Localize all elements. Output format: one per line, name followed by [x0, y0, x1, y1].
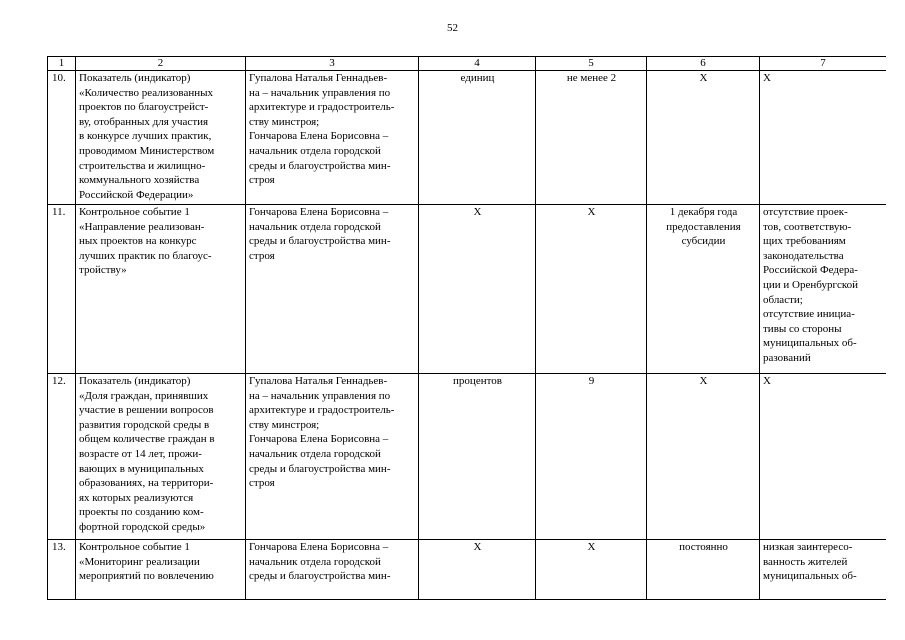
deadline	[647, 540, 760, 600]
risks-line: области;	[763, 293, 803, 306]
indicator-name-line: мероприятий по вовлечению	[79, 570, 214, 583]
risks-line: тов, соответствую-	[763, 220, 852, 233]
deadline-line: Х	[699, 375, 708, 387]
indicator-name-line: строительства и жилищно-	[79, 159, 206, 172]
deadline-line: 1 декабря года	[669, 206, 738, 218]
table-row	[48, 374, 887, 540]
document-table-container	[47, 56, 886, 640]
indicator-name-line: участие в решении вопросов	[79, 404, 214, 417]
target-value: 9	[536, 374, 647, 540]
risks-line: отсутствие проек-	[763, 206, 848, 218]
responsible-person-line: начальник отдела городской	[249, 447, 381, 460]
risks-line: муниципальных об-	[763, 570, 857, 583]
responsible-person	[246, 540, 419, 600]
responsible-person-line: среды и благоустройства мин-	[249, 570, 391, 583]
indicator-name-line: Контрольное событие 1	[79, 541, 190, 553]
responsible-person-line: на – начальник управления по	[249, 389, 391, 402]
deadline-line: субсидии	[681, 235, 726, 248]
indicator-name-line: развития городской среды в	[79, 418, 210, 431]
responsible-person-line: начальник отдела городской	[249, 555, 381, 568]
target-value: не менее 2	[536, 71, 647, 205]
column-number: 7	[760, 57, 887, 71]
indicator-name-line: общем количестве граждан в	[79, 433, 215, 446]
indicator-name-line: вающих в муниципальных	[79, 462, 204, 475]
indicator-name-line: ву, отобранных для участия	[79, 115, 209, 128]
responsible-person	[246, 205, 419, 374]
indicator-name-line: Контрольное событие 1	[79, 206, 190, 218]
risks-line: Х	[763, 72, 771, 84]
responsible-person-line: строя	[249, 174, 275, 187]
indicator-name-line: в конкурсе лучших практик,	[79, 130, 212, 143]
risks-line: муниципальных об-	[763, 337, 857, 350]
indicator-name-line: лучших практик по благоус-	[79, 249, 212, 262]
risks-line: Х	[763, 375, 771, 387]
responsible-person-line: среды и благоустройства мин-	[249, 235, 391, 248]
indicator-name	[76, 374, 246, 540]
column-number: 4	[419, 57, 536, 71]
responsible-person-line: архитектуре и градостроитель-	[249, 101, 395, 114]
indicator-name-line: ях которых реализуются	[79, 491, 194, 504]
risks-line: тивы со стороны	[763, 322, 842, 335]
indicator-name-line: Показатель (индикатор)	[79, 72, 191, 84]
responsible-person-line: Гончарова Елена Борисовна –	[249, 130, 389, 143]
row-number: 12.	[48, 374, 76, 540]
indicator-name-line: Показатель (индикатор)	[79, 375, 191, 387]
risks-line: ванность жителей	[763, 555, 848, 568]
column-number: 5	[536, 57, 647, 71]
target-value: Х	[536, 205, 647, 374]
unit-of-measure: Х	[419, 205, 536, 374]
deadline	[647, 71, 760, 205]
responsible-person-line: Гончарова Елена Борисовна –	[249, 541, 389, 553]
indicator-name-line: «Доля граждан, принявших	[79, 389, 209, 402]
responsible-person-line: строя	[249, 477, 275, 490]
table-row	[48, 540, 887, 600]
deadline-line: постоянно	[679, 541, 728, 553]
indicator-name-line: «Мониторинг реализации	[79, 555, 200, 568]
unit-of-measure: процентов	[419, 374, 536, 540]
risks	[760, 205, 887, 374]
responsible-person-line: строя	[249, 249, 275, 262]
responsible-person-line: начальник отдела городской	[249, 144, 381, 157]
responsible-person-line: Гончарова Елена Борисовна –	[249, 433, 389, 446]
indicator-name-line: Российской Федерации»	[79, 188, 194, 201]
risks	[760, 540, 887, 600]
row-number: 10.	[48, 71, 76, 205]
responsible-person-line: ству минстроя;	[249, 115, 320, 128]
risks-line: низкая заинтересо-	[763, 541, 853, 553]
indicator-name	[76, 71, 246, 205]
responsible-person-line: на – начальник управления по	[249, 86, 391, 99]
column-number: 2	[76, 57, 246, 71]
risks	[760, 71, 887, 205]
indicator-name-line: «Количество реализованных	[79, 86, 214, 99]
column-number: 1	[48, 57, 76, 71]
risks-line: разований	[763, 351, 811, 364]
responsible-person-line: среды и благоустройства мин-	[249, 159, 391, 172]
indicator-name-line: возрасте от 14 лет, прожи-	[79, 447, 202, 460]
responsible-person-line: архитектуре и градостроитель-	[249, 404, 395, 417]
deadline-line: Х	[699, 72, 708, 84]
indicator-name-line: фортной городской среды»	[79, 520, 206, 533]
row-number: 11.	[48, 205, 76, 374]
unit-of-measure: единиц	[419, 71, 536, 205]
indicator-name-line: тройству»	[79, 264, 127, 277]
indicator-name-line: коммунального хозяйства	[79, 174, 200, 187]
risks-line: ции и Оренбургской	[763, 278, 859, 291]
responsible-person-line: среды и благоустройства мин-	[249, 462, 391, 475]
column-number: 6	[647, 57, 760, 71]
responsible-person-line: ству минстроя;	[249, 418, 320, 431]
column-number-row	[48, 57, 887, 71]
indicator-name	[76, 205, 246, 374]
target-value: Х	[536, 540, 647, 600]
document-table	[47, 56, 886, 600]
indicator-name-line: ных проектов на конкурс	[79, 235, 197, 248]
deadline-line: предоставления	[666, 220, 741, 233]
unit-of-measure: Х	[419, 540, 536, 600]
table-row	[48, 205, 887, 374]
responsible-person-line: Гончарова Елена Борисовна –	[249, 206, 389, 218]
row-number: 13.	[48, 540, 76, 600]
deadline	[647, 374, 760, 540]
risks-line: законодательства	[763, 249, 844, 262]
indicator-name	[76, 540, 246, 600]
indicator-name-line: «Направление реализован-	[79, 220, 205, 233]
risks	[760, 374, 887, 540]
indicator-name-line: проекты по созданию ком-	[79, 506, 204, 519]
responsible-person	[246, 374, 419, 540]
column-number: 3	[246, 57, 419, 71]
responsible-person-line: начальник отдела городской	[249, 220, 381, 233]
indicator-name-line: проектов по благоустрейст-	[79, 101, 209, 114]
indicator-name-line: проводимом Министерством	[79, 144, 215, 157]
responsible-person-line: Гупалова Наталья Геннадьев-	[249, 72, 388, 84]
page-number: 52	[447, 22, 458, 34]
risks-line: щих требованиям	[763, 235, 846, 248]
responsible-person-line: Гупалова Наталья Геннадьев-	[249, 375, 388, 387]
table-row	[48, 71, 887, 205]
risks-line: Российской Федера-	[763, 264, 858, 277]
responsible-person	[246, 71, 419, 205]
risks-line: отсутствие инициа-	[763, 308, 855, 321]
indicator-name-line: образованиях, на территори-	[79, 477, 214, 490]
deadline	[647, 205, 760, 374]
